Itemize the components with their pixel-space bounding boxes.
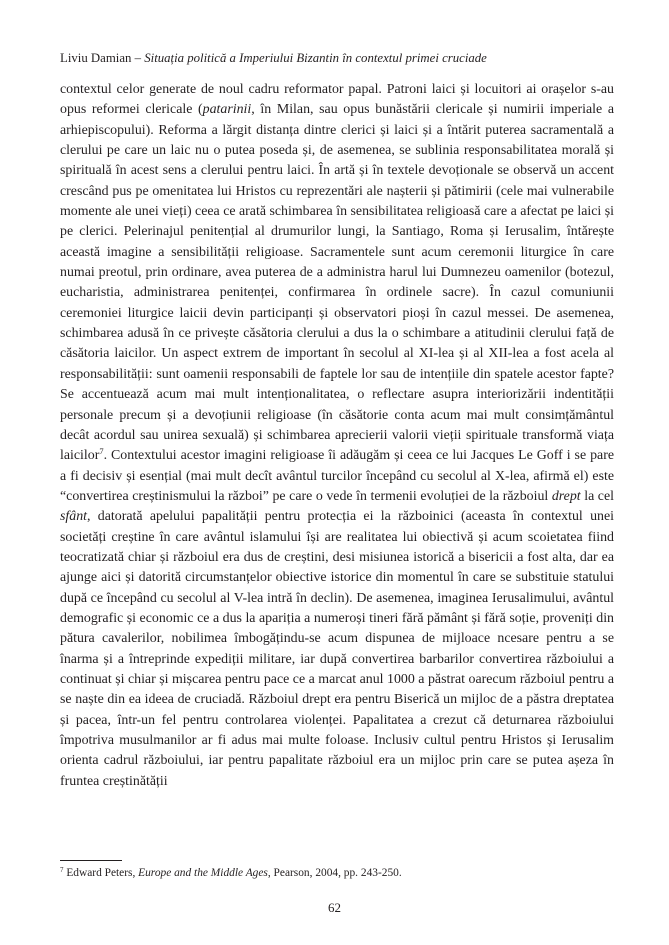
body-paragraph <box>60 80 614 792</box>
running-head <box>60 50 620 66</box>
page-number: 62 <box>328 900 341 915</box>
footnote-number: 7 <box>60 866 64 874</box>
footnote-reference[interactable]: 7 <box>99 446 104 457</box>
body-text <box>60 80 614 792</box>
italic-term-patarinii: patarinii <box>202 102 252 118</box>
footnote-author: Edward Peters, <box>63 867 139 879</box>
footnote-book-title: Europe and the Middle Ages <box>138 867 268 879</box>
text-segment: , datorată apelului papalității pentru protecția ei la războinici (aceasta în contextul unei societăți creștine în care avântul islamului își are realitatea lui obiectivă și acum scoietatea fiind teocratizată chiar și războiul era dus de creștini, desi misiunea istorică a bisericii a fost alta, dar ea ajunge aici și datorită circumstanțelor obiective istorice din momentul în care se substituie statului după ce începând cu secolul al V-lea intră în declin). De asemenea, imaginea Ierusalimului, avântul demografic și economic ce a dus la apariția a numeroși tineri fără pământ și fără soție, proveniți din pătura cavalerilor, nobilimea îmbogățindu-se acum dispunea de mijloace ncesare pentru a se înarma și a întreprinde expediții militare, iar după convertirea barbarilor convertirea războiului a continuat și chiar și mișcarea pentru pace ce a marcat anul 1000 a păstrat oarecum războiul pentru a se naște din ea ideea de cruciadă. Războiul drept era pentru Biserică un mijloc de a păstra dreptatea și pacea, într-un fel pentru controlarea violenței. Papalitatea a crezut că deturnarea războiului împotriva musulmanilor ar fi adus mai multe foloase. Inclusiv cultul pentru Hristos și Ierusalim orienta cadrul războiului, iar pentru papalitate războiul era un mijloc prin care se putea așeza în fruntea creștinătății <box>60 509 614 789</box>
footnote-details: , Pearson, 2004, pp. 243-250. <box>267 867 402 879</box>
italic-term-sfant: sfânt <box>60 509 88 525</box>
running-head-author: Liviu Damian – <box>60 51 145 65</box>
text-segment: . Contextului acestor imagini religioase îi adăugăm și ceea ce lui Jacques Le Goff i se pare a fi decisiv și esențial (mai mult decît avântul turcilor începând cu secolul al X-lea, afirmă el) este “convertirea creștinismului la război” pe care o vede în termenii evoluției de la războiul <box>60 448 614 504</box>
italic-term-drept: drept <box>551 488 581 504</box>
text-segment: contextul celor generate de noul cadru reformator papal. Patroni laici și locuitori ai orașelor s-au opus reformei clericale ( <box>60 82 614 118</box>
running-head-title: Situația politică a Imperiului Bizantin în contextul primei cruciade <box>144 51 487 65</box>
footnote <box>60 866 614 880</box>
text-segment: la cel <box>580 488 614 504</box>
footnote-divider <box>60 860 122 861</box>
text-segment: , în Milan, sau opus bunăstării clericale și numirii imperiale a arhiepiscopului). Reforma a lărgit distanța dintre clerici și laici și a întărit puterea sacramentală a clerului pe care un laic nu o putea poseda și, de asemenea, se sublinia responsabilitatea morală și spirituală în acest sens a clerului pentru laici. În artă și în textele devoționale se observă un accent crescând pus pe omenitatea lui Hristos cu reprezentări ale nașterii și pătimirii (cele mai vulnerabile momente ale unei vieți) ceea ce arată schimbarea în sensibilitatea religioasă care a afectat pe laici și pe clerici. Pelerinajul penitențial al drumurilor lungi, la Santiago, Roma și Ierusalim, întărește această imagine a sensibilității religioase. Sacramentele sunt acum ceremonii liturgice în care numai preotul, prin ordinare, avea puterea de a administra harul lui Dumnezeu oamenilor (botezul, eucharistia, administrarea penitenței, confirmarea în ordinele sacre). În cazul comuniunii ceremoniei liturgice laicii devin participanți și observatori pioși în cazul messei. De asemenea, schimbarea adusă în ce privește căsătoria clerului a dus la o schimbare a atitudinii clerului față de căsătoria laicilor. Un aspect extrem de important în secolul al XI-lea și al XII-lea a fost acela al responsabilității: sunt oamenii responsabili de faptele lor sau de intențiile din spatele acestor fapte? Se accentuează acum mai mult intenționalitatea, o reflectare asupra interiorizării indentității personale precum și a devoțiunii religioase (în căsătorie conta acum mai mult consimțământul decât acordul sau unirea sexuală) și schimbarea aprecierii valorii vieții spirituale transformă viața laicilor <box>60 102 614 464</box>
